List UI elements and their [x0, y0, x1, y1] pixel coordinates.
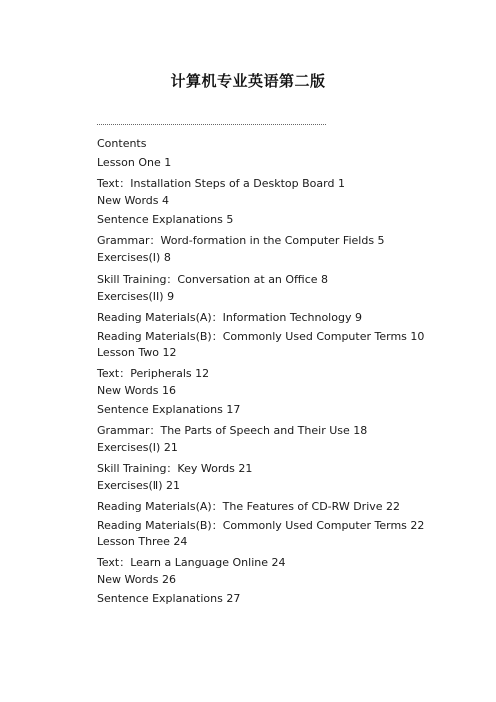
toc-entry: Reading Materials(B)：Commonly Used Computer Terms 22	[97, 519, 425, 532]
toc-entry: Text：Peripherals 12	[97, 367, 210, 380]
toc-entry: Sentence Explanations 27	[97, 592, 241, 605]
toc-entry: New Words 4	[97, 194, 169, 207]
toc-entry: Lesson Three 24	[97, 535, 188, 548]
toc-entry: Text：Learn a Language Online 24	[97, 556, 286, 569]
toc-entry: Reading Materials(B)：Commonly Used Computer Terms 10	[97, 330, 425, 343]
toc-entry: Sentence Explanations 17	[97, 403, 241, 416]
toc-entry: Grammar：The Parts of Speech and Their Use 18	[97, 424, 368, 437]
toc-entry: Reading Materials(A)：Information Technology 9	[97, 311, 362, 324]
toc-entry: Skill Training：Key Words 21	[97, 462, 253, 475]
toc-entry: Lesson One 1	[97, 156, 172, 169]
toc-entry: Exercises(II) 9	[97, 290, 175, 303]
toc-entry: New Words 26	[97, 573, 176, 586]
contents-heading: Contents	[97, 137, 147, 150]
toc-entry: Grammar：Word-formation in the Computer Fields 5	[97, 234, 385, 247]
toc-entry: Exercises(Ⅰ) 8	[97, 251, 171, 264]
toc-entry: Sentence Explanations 5	[97, 213, 234, 226]
toc-entry: Text：Installation Steps of a Desktop Board 1	[97, 177, 345, 190]
toc-entry: Lesson Two 12	[97, 346, 177, 359]
toc-entry: New Words 16	[97, 384, 176, 397]
toc-entry: Exercises(Ⅱ) 21	[97, 479, 180, 492]
toc-entry: Skill Training：Conversation at an Office 8	[97, 273, 329, 286]
dotted-divider	[97, 124, 326, 125]
toc-entry: Reading Materials(A)：The Features of CD-RW Drive 22	[97, 500, 401, 513]
document-title: 计算机专业英语第二版	[170, 72, 326, 90]
toc-entry: Exercises(Ⅰ) 21	[97, 441, 178, 454]
